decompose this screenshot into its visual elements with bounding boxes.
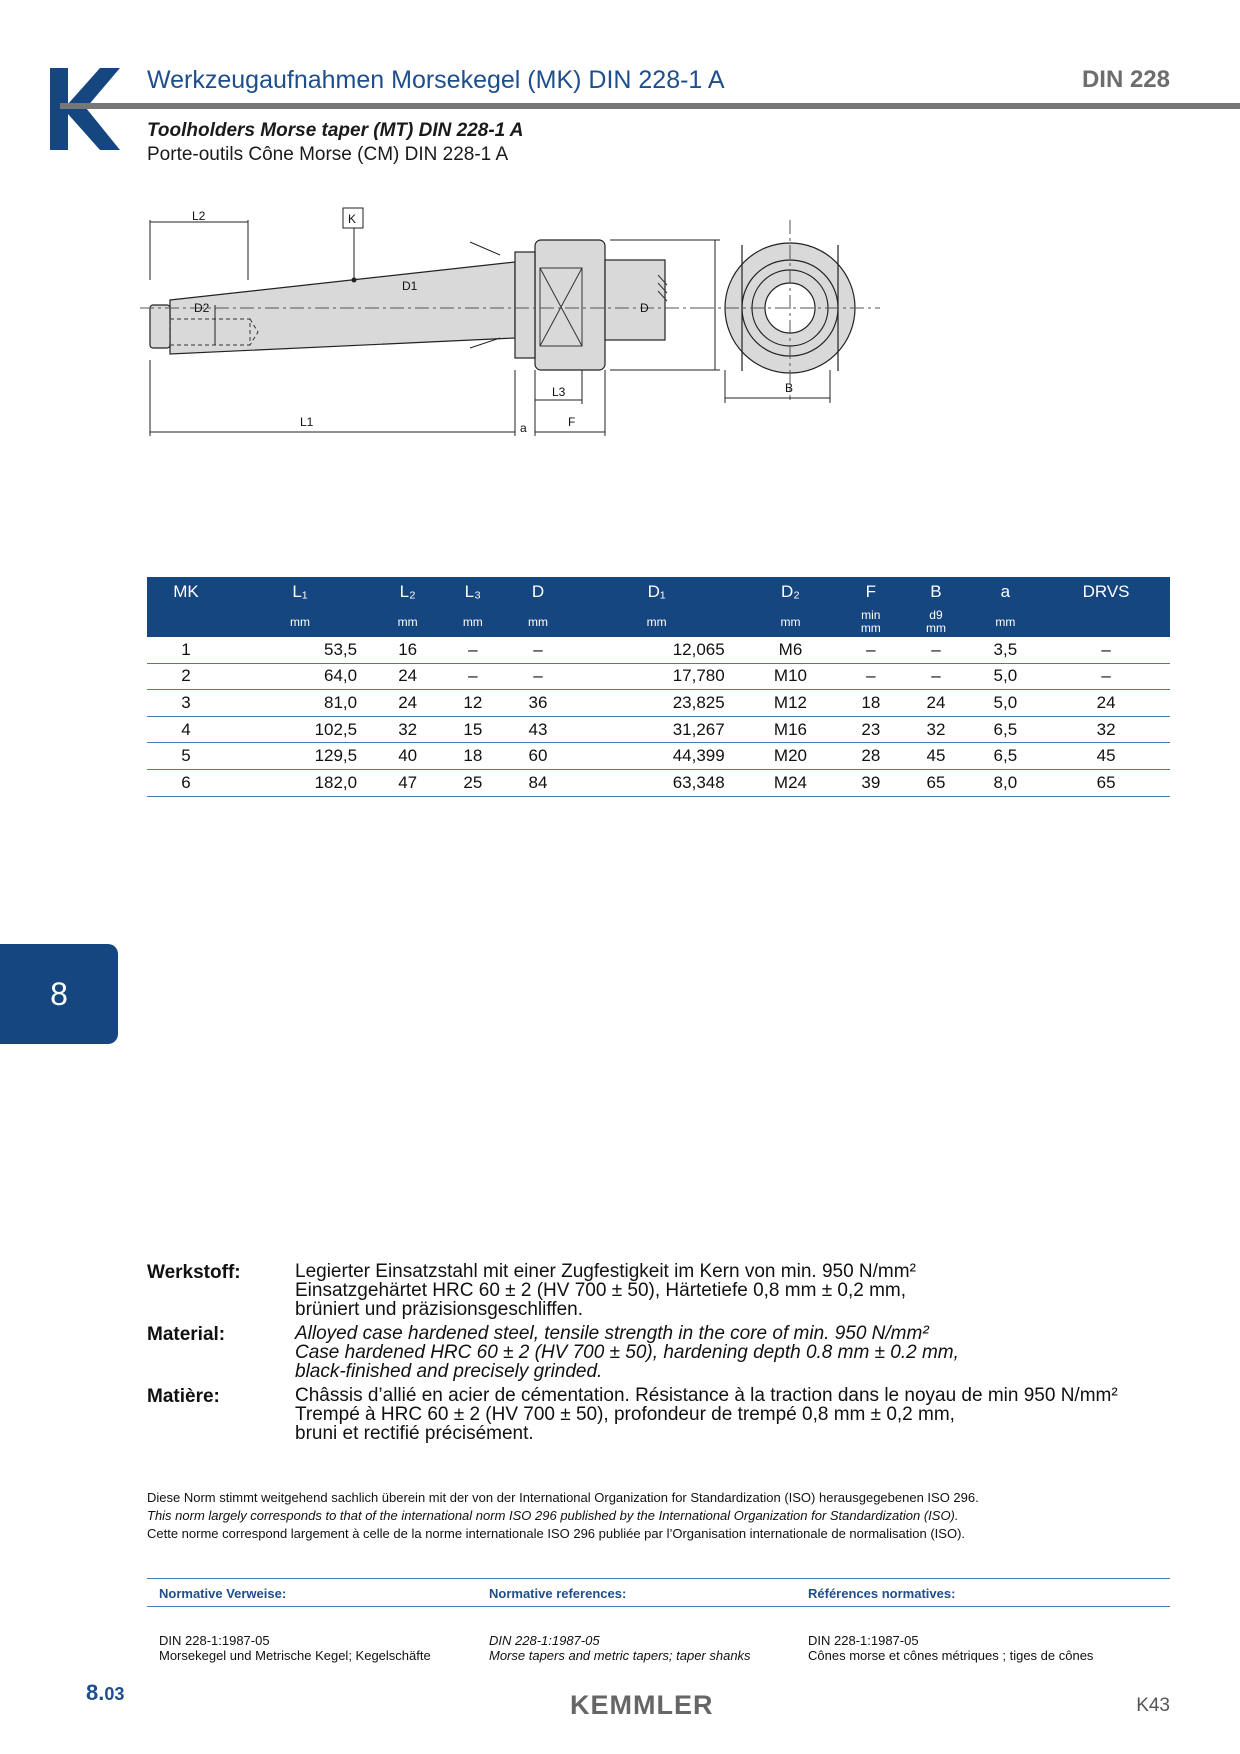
table-cell: 24 bbox=[375, 663, 440, 690]
table-cell: 40 bbox=[375, 743, 440, 770]
norm-note-de: Diese Norm stimmt weitgehend sachlich überein mit der von der International Organization for Standardization (ISO) herausgegebenen ISO 296. bbox=[147, 1490, 979, 1505]
table-cell: 24 bbox=[1042, 690, 1170, 717]
unit-label: mm bbox=[505, 607, 570, 637]
table-cell: M16 bbox=[743, 716, 839, 743]
table-row bbox=[147, 716, 1170, 743]
table-cell: – bbox=[1042, 663, 1170, 690]
unit-label: mm bbox=[440, 607, 505, 637]
references-head-de: Normative Verweise: bbox=[159, 1586, 287, 1601]
table-cell: 18 bbox=[440, 743, 505, 770]
col-header: B bbox=[903, 577, 968, 607]
unit-label: mm bbox=[571, 607, 743, 637]
table-cell: – bbox=[440, 637, 505, 663]
unit-label: mm bbox=[969, 607, 1043, 637]
table-cell: 32 bbox=[375, 716, 440, 743]
col-header: D₂ bbox=[743, 577, 839, 607]
table-cell: M10 bbox=[743, 663, 839, 690]
material-text-de: Legierter Einsatzstahl mit einer Zugfestigkeit im Kern von min. 950 N/mm² Einsatzgehärtet HRC 60 ± 2 (HV 700 ± 50), Härtetiefe 0,8 mm ± 0,2 mm, brüniert und präzisionsgeschliffen. bbox=[295, 1261, 916, 1320]
table-cell: 43 bbox=[505, 716, 570, 743]
table-cell: 47 bbox=[375, 769, 440, 796]
page-number-main: 8. bbox=[86, 1680, 105, 1705]
dim-label-d1: D1 bbox=[402, 279, 418, 293]
table-cell: 28 bbox=[838, 743, 903, 770]
table-row bbox=[147, 637, 1170, 663]
table-cell: 31,267 bbox=[571, 716, 743, 743]
table-cell: 36 bbox=[505, 690, 570, 717]
references-body-fr: DIN 228-1:1987-05 Cônes morse et cônes métriques ; tiges de cônes bbox=[808, 1633, 1094, 1663]
dim-label-l1: L1 bbox=[300, 415, 314, 429]
table-cell: 32 bbox=[1042, 716, 1170, 743]
page-code: K43 bbox=[1136, 1695, 1170, 1716]
table-cell: 81,0 bbox=[225, 690, 375, 717]
col-header: MK bbox=[147, 577, 225, 607]
table-cell: M24 bbox=[743, 769, 839, 796]
page-number bbox=[86, 1680, 124, 1706]
col-header: L₂ bbox=[375, 577, 440, 607]
table-cell: 45 bbox=[1042, 743, 1170, 770]
table-cell: 39 bbox=[838, 769, 903, 796]
unit-label: mm bbox=[225, 607, 375, 637]
material-label-de: Werkstoff: bbox=[147, 1262, 241, 1283]
table-cell: 12 bbox=[440, 690, 505, 717]
table-row bbox=[147, 769, 1170, 796]
table-cell: 18 bbox=[838, 690, 903, 717]
dim-label-l2: L2 bbox=[192, 209, 206, 223]
table-cell: 4 bbox=[147, 716, 225, 743]
table-units-row bbox=[147, 607, 1170, 637]
table-cell: 129,5 bbox=[225, 743, 375, 770]
table-cell: 65 bbox=[1042, 769, 1170, 796]
table-cell: 5 bbox=[147, 743, 225, 770]
table-cell: 3,5 bbox=[969, 637, 1043, 663]
table-cell: 44,399 bbox=[571, 743, 743, 770]
table-cell: 25 bbox=[440, 769, 505, 796]
brand-name: KEMMLER bbox=[570, 1690, 714, 1720]
table-cell: 15 bbox=[440, 716, 505, 743]
table-cell: 2 bbox=[147, 663, 225, 690]
unit-label: mm bbox=[743, 607, 839, 637]
table-cell: 23 bbox=[838, 716, 903, 743]
table-cell: 84 bbox=[505, 769, 570, 796]
kemmler-k-logo bbox=[50, 68, 120, 150]
unit-label: d9 mm bbox=[903, 607, 968, 637]
table-cell: – bbox=[505, 663, 570, 690]
col-header: F bbox=[838, 577, 903, 607]
table-cell: M6 bbox=[743, 637, 839, 663]
title-divider bbox=[64, 103, 1240, 109]
table-cell: 3 bbox=[147, 690, 225, 717]
page-number-sub: 03 bbox=[104, 1684, 125, 1704]
table-cell: 23,825 bbox=[571, 690, 743, 717]
unit-label bbox=[147, 607, 225, 637]
table-cell: 63,348 bbox=[571, 769, 743, 796]
table-cell: 60 bbox=[505, 743, 570, 770]
dim-label-k: K bbox=[348, 212, 357, 226]
table-cell: 65 bbox=[903, 769, 968, 796]
col-header: L₃ bbox=[440, 577, 505, 607]
dim-label-b: B bbox=[785, 381, 794, 395]
subtitle-en: Toolholders Morse taper (MT) DIN 228-1 A bbox=[147, 120, 524, 141]
references-body-de: DIN 228-1:1987-05 Morsekegel und Metrische Kegel; Kegelschäfte bbox=[159, 1633, 431, 1663]
chapter-tab[interactable]: 8 bbox=[0, 944, 118, 1044]
table-cell: 1 bbox=[147, 637, 225, 663]
col-header: L₁ bbox=[225, 577, 375, 607]
dim-label-a: a bbox=[520, 421, 527, 435]
norm-note-fr: Cette norme correspond largement à celle de la norme internationale ISO 296 publiée par l’Organisation internationale de normalisation (ISO). bbox=[147, 1526, 966, 1541]
col-header: D₁ bbox=[571, 577, 743, 607]
subtitle-fr: Porte-outils Cône Morse (CM) DIN 228-1 A bbox=[147, 144, 509, 165]
table-cell: 182,0 bbox=[225, 769, 375, 796]
din-code: DIN 228 bbox=[1081, 66, 1170, 93]
table-cell: 5,0 bbox=[969, 663, 1043, 690]
table-cell: 32 bbox=[903, 716, 968, 743]
col-header: D bbox=[505, 577, 570, 607]
table-cell: 16 bbox=[375, 637, 440, 663]
table-cell: – bbox=[838, 637, 903, 663]
material-text-en: Alloyed case hardened steel, tensile strength in the core of min. 950 N/mm² Case hardened HRC 60 ± 2 (HV 700 ± 50), hardening depth 0.8 mm ± 0.2 mm, black-finished and precisely grinded. bbox=[295, 1323, 959, 1382]
norm-note-en: This norm largely corresponds to that of the international norm ISO 296 published by the International Organization for Standardization (ISO). bbox=[147, 1508, 959, 1523]
table-cell: – bbox=[1042, 637, 1170, 663]
dim-label-f: F bbox=[568, 415, 576, 429]
dim-label-d2: D2 bbox=[194, 301, 210, 315]
table-cell: 5,0 bbox=[969, 690, 1043, 717]
table-cell: – bbox=[440, 663, 505, 690]
references-head-en: Normative references: bbox=[489, 1586, 627, 1601]
table-cell: 6,5 bbox=[969, 743, 1043, 770]
table-cell: 6,5 bbox=[969, 716, 1043, 743]
table-header-row bbox=[147, 577, 1170, 607]
dimension-table bbox=[147, 577, 1170, 797]
table-cell: 45 bbox=[903, 743, 968, 770]
references-body-en: DIN 228-1:1987-05 Morse tapers and metric tapers; taper shanks bbox=[489, 1633, 751, 1663]
table-cell: – bbox=[903, 637, 968, 663]
col-header: a bbox=[969, 577, 1043, 607]
table-cell: M12 bbox=[743, 690, 839, 717]
references-mid-rule bbox=[147, 1606, 1170, 1607]
material-text-fr: Châssis d’allié en acier de cémentation. Résistance à la traction dans le noyau de min 950 N/mm² Trempé à HRC 60 ± 2 (HV 700 ± 50), profondeur de trempé 0,8 mm ± 0,2 mm, bruni et rectifié précisément. bbox=[295, 1385, 1118, 1444]
dim-label-d: D bbox=[640, 301, 649, 315]
references-top-rule bbox=[147, 1578, 1170, 1579]
unit-label: min mm bbox=[838, 607, 903, 637]
table-cell: 24 bbox=[375, 690, 440, 717]
table-cell: 53,5 bbox=[225, 637, 375, 663]
references-head-fr: Références normatives: bbox=[808, 1586, 956, 1601]
table-row bbox=[147, 690, 1170, 717]
technical-drawing bbox=[140, 209, 970, 490]
table-cell: 17,780 bbox=[571, 663, 743, 690]
unit-label: mm bbox=[375, 607, 440, 637]
table-cell: 8,0 bbox=[969, 769, 1043, 796]
table-cell: 24 bbox=[903, 690, 968, 717]
table-cell: – bbox=[903, 663, 968, 690]
table-row bbox=[147, 743, 1170, 770]
table-cell: M20 bbox=[743, 743, 839, 770]
page-title: Werkzeugaufnahmen Morsekegel (MK) DIN 228-1 A bbox=[147, 66, 725, 94]
unit-label bbox=[1042, 607, 1170, 637]
table-cell: 64,0 bbox=[225, 663, 375, 690]
col-header: DRVS bbox=[1042, 577, 1170, 607]
table-cell: – bbox=[838, 663, 903, 690]
material-label-fr: Matière: bbox=[147, 1386, 220, 1407]
table-cell: 6 bbox=[147, 769, 225, 796]
table-row bbox=[147, 663, 1170, 690]
table-cell: 12,065 bbox=[571, 637, 743, 663]
table-cell: 102,5 bbox=[225, 716, 375, 743]
dim-label-l3: L3 bbox=[552, 385, 566, 399]
material-label-en: Material: bbox=[147, 1324, 226, 1345]
table-cell: – bbox=[505, 637, 570, 663]
